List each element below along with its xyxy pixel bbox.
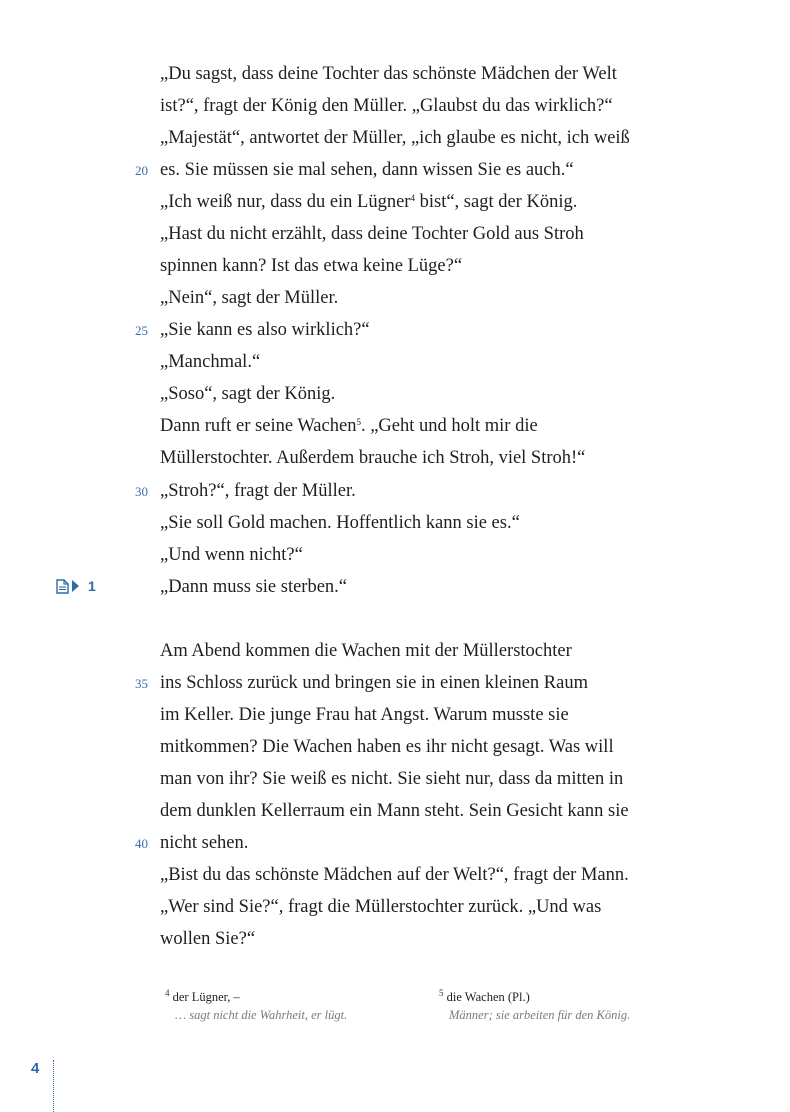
text-segment: . „Geht und holt mir die (360, 416, 538, 436)
text-line: nicht sehen. (160, 833, 249, 853)
footnote-ref[interactable]: 5 (356, 417, 361, 427)
text-line: „Stroh?“, fragt der Müller. (160, 481, 356, 501)
text-line: „Sie kann es also wirklich?“ (160, 320, 370, 340)
line-number: 20 (135, 163, 148, 178)
text-line (160, 414, 538, 438)
text-line: im Keller. Die junge Frau hat Angst. Warum musste sie (160, 705, 569, 725)
text-line: es. Sie müssen sie mal sehen, dann wissen Sie es auch.“ (160, 160, 574, 180)
text-line: „Hast du nicht erzählt, dass deine Tochter Gold aus Stroh (160, 224, 584, 244)
page-margin-rule (53, 1060, 54, 1112)
text-line: „Nein“, sagt der Müller. (160, 288, 339, 308)
text-line: „Soso“, sagt der König. (160, 384, 336, 404)
footnote-mark: 4 (165, 988, 170, 998)
text-line: Am Abend kommen die Wachen mit der Müllerstochter (160, 641, 572, 661)
text-line: „Und wenn nicht?“ (160, 545, 303, 565)
text-line: „Wer sind Sie?“, fragt die Müllerstochter zurück. „Und was (160, 897, 602, 917)
text-line: „Majestät“, antwortet der Müller, „ich glaube es nicht, ich weiß (160, 128, 630, 148)
footnote (165, 988, 348, 1022)
footnote-term: die Wachen (Pl.) (446, 990, 530, 1004)
text-segment: bist“, sagt der König. (419, 192, 578, 212)
text-line: wollen Sie?“ (160, 929, 256, 949)
play-icon (71, 580, 80, 592)
text-line: „Dann muss sie sterben.“ (160, 577, 348, 597)
text-line: Müllerstochter. Außerdem brauche ich Stroh, viel Stroh!“ (160, 448, 586, 468)
text-segment: „Ich weiß nur, dass du ein Lügner (160, 192, 411, 212)
audio-track-number: 1 (88, 578, 96, 594)
footnote-ref[interactable]: 4 (410, 193, 415, 203)
text-segment: Dann ruft er seine Wachen (160, 416, 357, 436)
footnote-definition: … sagt nicht die Wahrheit, er lügt. (175, 1008, 348, 1022)
audio-track-marker[interactable] (56, 575, 96, 597)
footnote-term: der Lügner, – (172, 990, 240, 1004)
text-line: man von ihr? Sie weiß es nicht. Sie sieht nur, dass da mitten in (160, 769, 624, 789)
text-line: „Bist du das schönste Mädchen auf der Welt?“, fragt der Mann. (160, 865, 629, 885)
text-line: „Du sagst, dass deine Tochter das schönste Mädchen der Welt (160, 64, 617, 84)
footnote-definition: Männer; sie arbeiten für den König. (449, 1008, 631, 1022)
page-number: 4 (31, 1060, 40, 1077)
text-line: ins Schloss zurück und bringen sie in einen kleinen Raum (160, 673, 588, 693)
line-number: 40 (135, 836, 148, 851)
text-line: „Manchmal.“ (160, 352, 261, 372)
line-number: 25 (135, 323, 148, 338)
line-number: 30 (135, 484, 148, 499)
text-line: spinnen kann? Ist das etwa keine Lüge?“ (160, 256, 463, 276)
text-line: ist?“, fragt der König den Müller. „Glaubst du das wirklich?“ (160, 96, 613, 116)
text-line: mitkommen? Die Wachen haben es ihr nicht gesagt. Was will (160, 737, 614, 757)
document-icon (56, 579, 69, 594)
text-line: dem dunklen Kellerraum ein Mann steht. Sein Gesicht kann sie (160, 801, 629, 821)
text-line (160, 190, 577, 214)
footnote (439, 988, 631, 1022)
footnote-mark: 5 (439, 988, 444, 998)
line-number: 35 (135, 676, 148, 691)
text-line: „Sie soll Gold machen. Hoffentlich kann sie es.“ (160, 513, 520, 533)
